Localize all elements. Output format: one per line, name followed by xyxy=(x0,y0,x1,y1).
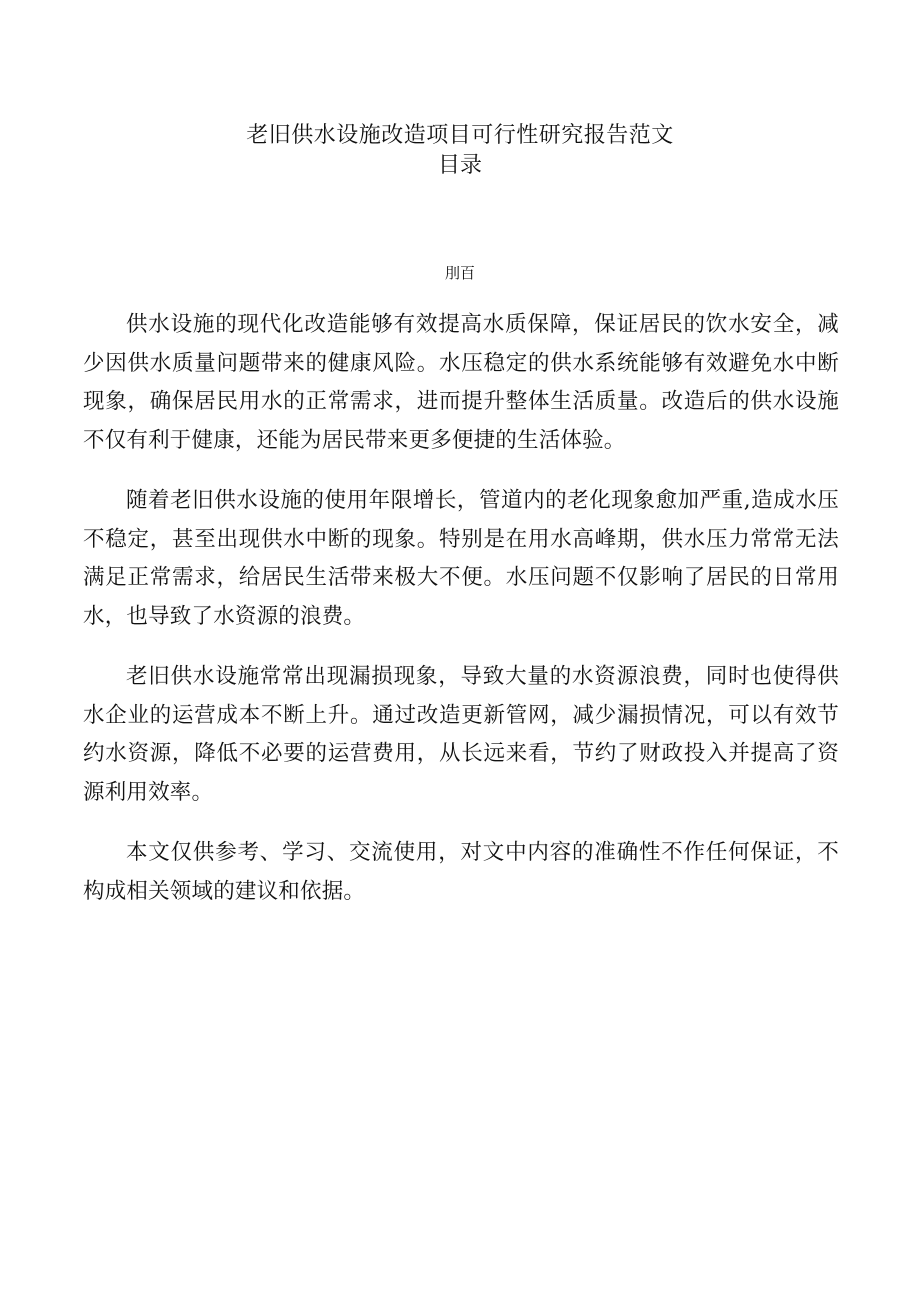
paragraph: 老旧供水设施常常出现漏损现象，导致大量的水资源浪费，同时也使得供水企业的运营成本不断上升。通过改造更新管网，减少漏损情况，可以有效节约水资源，降低不必要的运营费用，从长远来看，节约了财政投入并提高了资源利用效率。 xyxy=(83,664,839,805)
paragraph: 供水设施的现代化改造能够有效提高水质保障，保证居民的饮水安全，减少因供水质量问题带来的健康风险。水压稳定的供水系统能够有效避免水中断现象，确保居民用水的正常需求，进而提升整体生活质量。改造后的供水设施不仅有利于健康，还能为居民带来更多便捷的生活体验。 xyxy=(83,312,839,453)
foreword-heading: 刖百 xyxy=(444,264,475,282)
title-block xyxy=(0,121,920,181)
document-body xyxy=(83,306,839,933)
document-title: 老旧供水设施改造项目可行性研究报告范文 xyxy=(246,123,674,148)
paragraph: 随着老旧供水设施的使用年限增长，管道内的老化现象愈加严重,造成水压不稳定，甚至出现供水中断的现象。特别是在用水高峰期，供水压力常常无法满足正常需求，给居民生活带来极大不便。水压问题不仅影响了居民的日常用水，也导致了水资源的浪费。 xyxy=(83,488,839,629)
paragraph: 本文仅供参考、学习、交流使用，对文中内容的准确性不作任何保证，不构成相关领域的建议和依据。 xyxy=(83,840,839,904)
table-of-contents-heading: 目录 xyxy=(437,153,482,178)
